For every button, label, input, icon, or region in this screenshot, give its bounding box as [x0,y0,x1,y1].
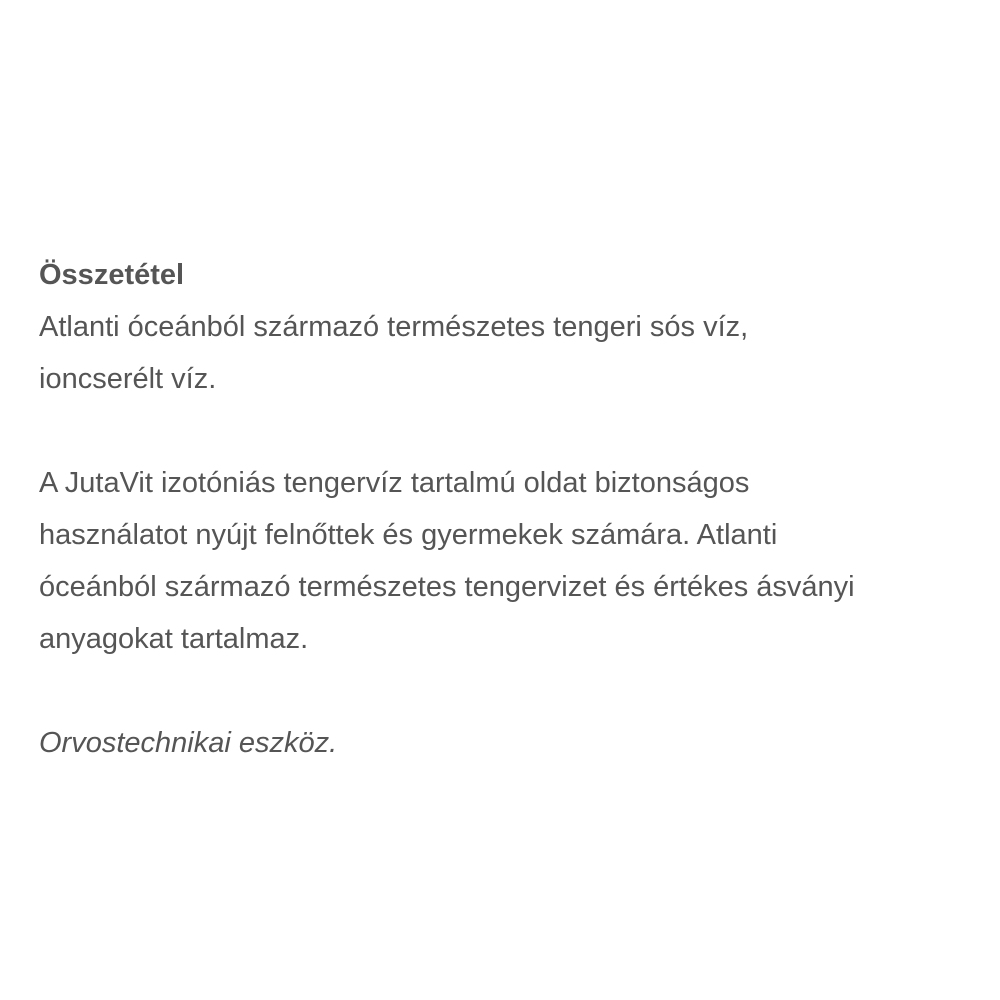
composition-heading: Összetétel [39,259,185,291]
medical-device-note-text: Orvostechnikai eszköz. [39,727,338,759]
medical-device-note [39,717,979,769]
composition-text-line-2: ioncserélt víz. [39,363,217,395]
description-line-1: A JutaVit izotóniás tengervíz tartalmú oldat biztonságos [39,467,750,499]
composition-text-line-1: Atlanti óceánból származó természetes tengeri sós víz, [39,311,749,343]
description-line-3: óceánból származó természetes tengervizet és értékes ásványi [39,571,855,603]
description-line-2: használatot nyújt felnőttek és gyermekek számára. Atlanti [39,519,778,551]
description-line-4: anyagokat tartalmaz. [39,623,309,655]
description-paragraph [39,457,979,665]
product-description-content [39,249,979,769]
composition-section [39,249,979,405]
